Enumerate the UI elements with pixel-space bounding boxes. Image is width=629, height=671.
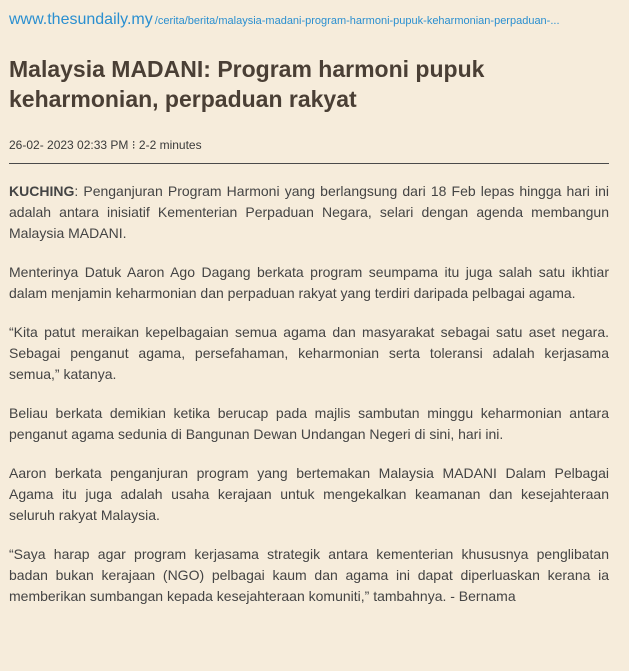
paragraph-6: “Saya harap agar program kerjasama strategik antara kementerian khususnya penglibatan badan bukan kerajaan (NGO) pelbagai kaum dan agama ini dapat diperluaskan kerana ia memberikan sumbangan kepada kesejahteraan komuniti,” tambahnya. - Bernama	[9, 546, 609, 604]
article-meta: 26-02- 2023 02:33 PM ⁝ 2-2 minutes	[9, 138, 202, 152]
source-url[interactable]	[9, 10, 609, 30]
paragraph-2: Menterinya Datuk Aaron Ago Dagang berkata program seumpama itu juga salah satu ikhtiar dalam menjamin keharmonian dan perpaduan rakyat yang terdiri daripada pelbagai agama.	[9, 264, 609, 301]
paragraph-4: Beliau berkata demikian ketika berucap pada majlis sambutan minggu keharmonian antara penganut agama sedunia di Bangunan Dewan Undangan Negeri di sini, hari ini.	[9, 405, 609, 442]
paragraph-1	[9, 181, 609, 244]
dateline: KUCHING	[9, 183, 75, 199]
paragraph-1-text: : Penganjuran Program Harmoni yang berlangsung dari 18 Feb lepas hingga hari ini adalah antara inisiatif Kementerian Perpaduan Negara, selari dengan agenda membangun Malaysia MADANI.	[9, 183, 609, 241]
source-domain-link[interactable]: www.thesundaily.my	[9, 11, 153, 28]
source-path-link[interactable]: /cerita/berita/malaysia-madani-program-harmoni-pupuk-keharmonian-perpaduan-...	[154, 15, 560, 27]
paragraph-5: Aaron berkata penganjuran program yang bertemakan Malaysia MADANI Dalam Pelbagai Agama itu juga adalah usaha kerajaan untuk mengekalkan keamanan dan kesejahteraan seluruh rakyat Malaysia.	[9, 465, 609, 523]
article-title: Malaysia MADANI: Program harmoni pupuk keharmonian, perpaduan rakyat	[9, 56, 485, 112]
paragraph-3: “Kita patut meraikan kepelbagaian semua agama dan masyarakat sebagai satu aset negara. Sebagai penganut agama, persefahaman, keharmonian serta toleransi adalah kerjasama semua,” katanya.	[9, 324, 609, 382]
divider	[9, 163, 609, 164]
article-body	[9, 181, 609, 607]
article-page	[9, 0, 609, 625]
